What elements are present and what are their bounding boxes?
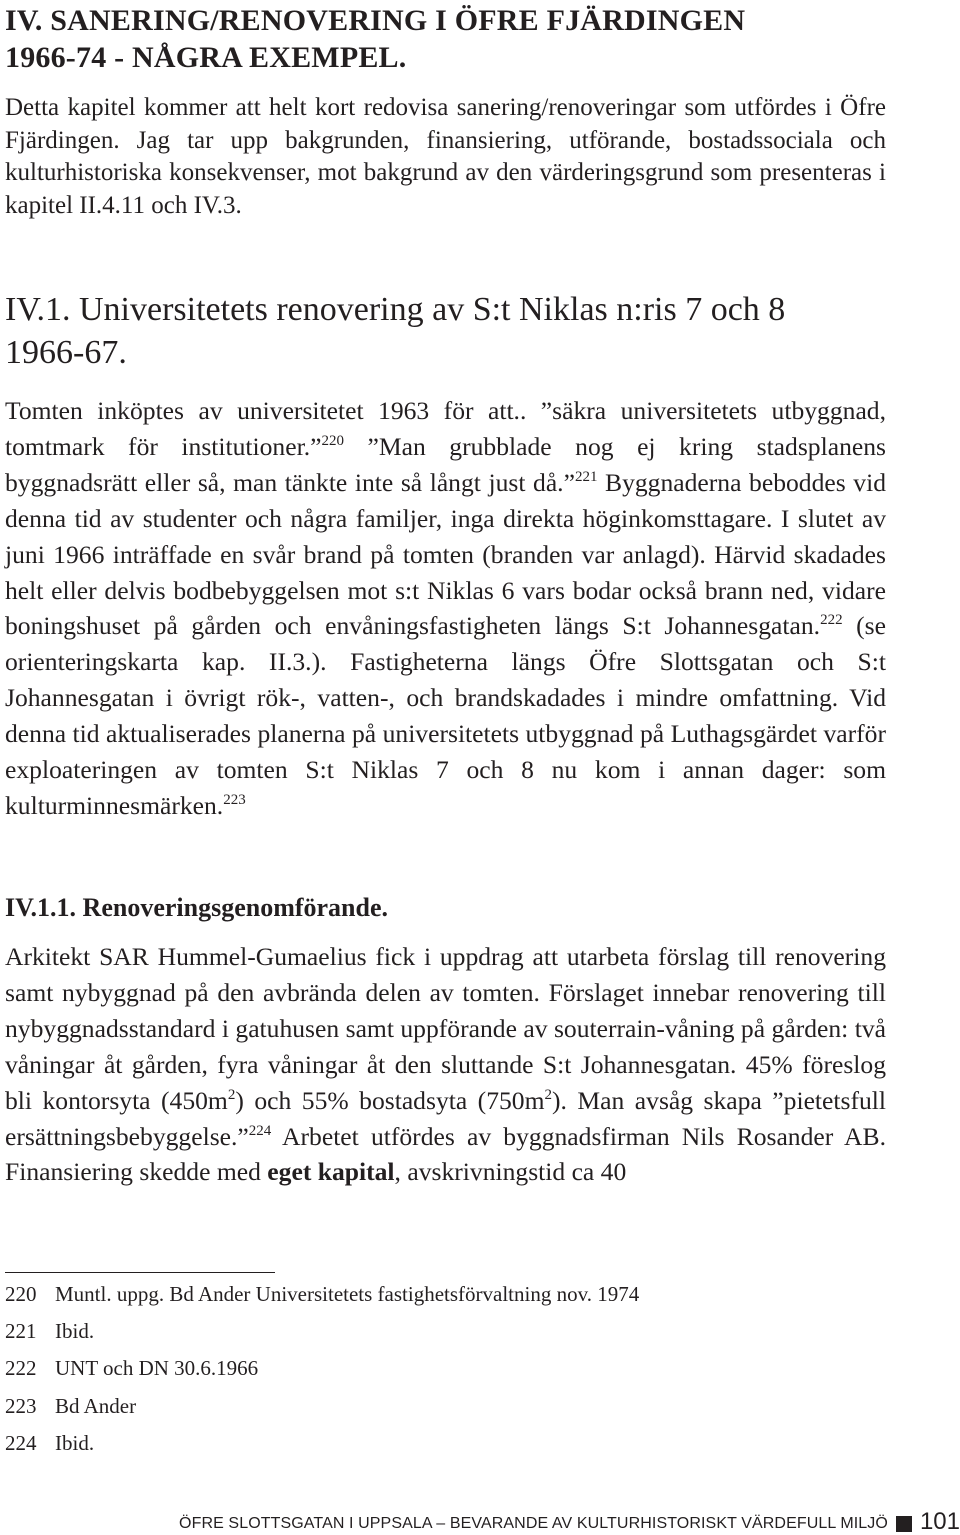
section-heading-line-2: 1966-67. [5,334,127,371]
footer-square-marker-icon [896,1516,912,1532]
body-text-segment: Tomten inköptes av universitetet 1963 för att.. ”säkra universitetets utbyggnad, tomtmark för institutioner.” [5,396,886,461]
footnote-number: 220 [5,1282,37,1306]
footnote-item [5,1388,905,1425]
footnote-reference-223[interactable]: 223 [223,791,246,808]
page-number: 101 [919,1508,960,1535]
footnote-separator-rule [5,1272,275,1273]
subsection-body-paragraph [5,939,886,1190]
section-heading [5,288,886,374]
footnote-item [5,1276,905,1313]
body-text-segment: Arbetet utfördes av byggnadsfirman Nils Rosander AB. Finansiering skedde med [5,1121,886,1187]
footnote-text: Bd Ander [55,1393,137,1418]
body-text-segment: , avskrivningstid ca 40 [394,1157,627,1187]
chapter-title-line-1: IV. SANERING/RENOVERING I ÖFRE FJÄRDINGEN [5,4,746,37]
chapter-intro-paragraph: Detta kapitel kommer att helt kort redovisa sanering/renoveringar som utfördes i Öfre Fjärdingen. Jag tar upp bakgrunden, finansiering, utförande, bostadssociala och kulturhistoriska konsekvenser, mot bakgrund av den värderingsgrund som presenteras i kapitel II.4.11 och IV.3. [5,94,886,219]
body-text-segment: ). Man avsåg skapa ”pietetsfull ersättningsbebyggelse.” [5,1085,887,1151]
footnote-number: 224 [5,1430,37,1455]
footnote-item [5,1313,905,1350]
footnote-list [5,1276,905,1462]
footnote-reference-222[interactable]: 222 [820,612,843,629]
chapter-title-line-2: 1966-74 - NÅGRA EXEMPEL. [5,41,407,74]
section-body-paragraph [5,393,886,824]
footnote-text: UNT och DN 30.6.1966 [55,1356,259,1381]
footnote-text: Ibid. [55,1430,95,1455]
footnote-reference-220[interactable]: 220 [321,432,344,449]
superscript-square: 2 [544,1086,553,1103]
chapter-title [5,2,886,76]
footnote-text: Muntl. uppg. Bd Ander Universitetets fastighetsförvaltning nov. 1974 [55,1282,640,1306]
bold-text-segment: eget kapital [267,1157,395,1187]
body-text-segment: ”Man grubblade nog ej kring stadsplanens byggnadsrätt eller så, man tänkte inte så långt just då.” [5,431,886,497]
subsection-heading: IV.1.1. Renoveringsgenomförande. [5,893,389,922]
running-footer-title: ÖFRE SLOTTSGATAN I UPPSALA – BEVARANDE AV KULTURHISTORISKT VÄRDEFULL MILJÖ [179,1515,888,1532]
footnote-number: 223 [5,1393,37,1418]
page-footer [179,1510,960,1534]
body-text-segment: ) och 55% bostadsyta (750m [235,1085,545,1115]
body-text-segment: (se orienteringskarta kap. II.3.). Fastigheterna längs Öfre Slottsgatan och S:t Johannesgatan i övrigt rök-, vatten-, och brandskadades i mindre omfattning. Vid denna tid aktualiserades planerna på universitetets utbyggnad på Luthagsgärdet varför exploateringen av tomten S:t Niklas 7 och 8 nu kom i annan dager: som kulturminnesmärken. [5,611,886,820]
body-text-segment: Arkitekt SAR Hummel-Gumaelius fick i uppdrag att utarbeta förslag till renovering samt nybyggnad på den avbrända delen av tomten. Förslaget innebar renovering till nybyggnadsstandard i gatuhusen samt uppförande av souterrain-våning på gården: två våningar åt gården, fyra våningar åt den sluttande S:t Johannesgatan. 45% föreslog bli kontorsyta (450m [5,942,886,1115]
superscript-square: 2 [227,1086,236,1103]
footnote-item [5,1425,905,1462]
body-text-segment: Byggnaderna beboddes vid denna tid av studenter och några familjer, inga direkta höginkomsttagare. I slutet av juni 1966 inträffade en svår brand på tomten (branden var anlagd). Härvid skadades helt eller delvis bodbebyggelsen mot s:t Niklas 6 vars bodar också brann ned, vidare boningshuset på gården och envåningsfastigheten längs S:t Johannesgatan. [5,467,886,641]
footnote-text: Ibid. [55,1319,95,1344]
footnote-reference-221[interactable]: 221 [574,468,598,485]
section-heading-line-1: IV.1. Universitetets renovering av S:t Niklas n:ris 7 och 8 [5,291,786,328]
footnote-item [5,1350,905,1387]
footnote-number: 222 [5,1356,37,1381]
footnote-number: 221 [5,1319,37,1344]
footnote-reference-224[interactable]: 224 [248,1122,272,1139]
